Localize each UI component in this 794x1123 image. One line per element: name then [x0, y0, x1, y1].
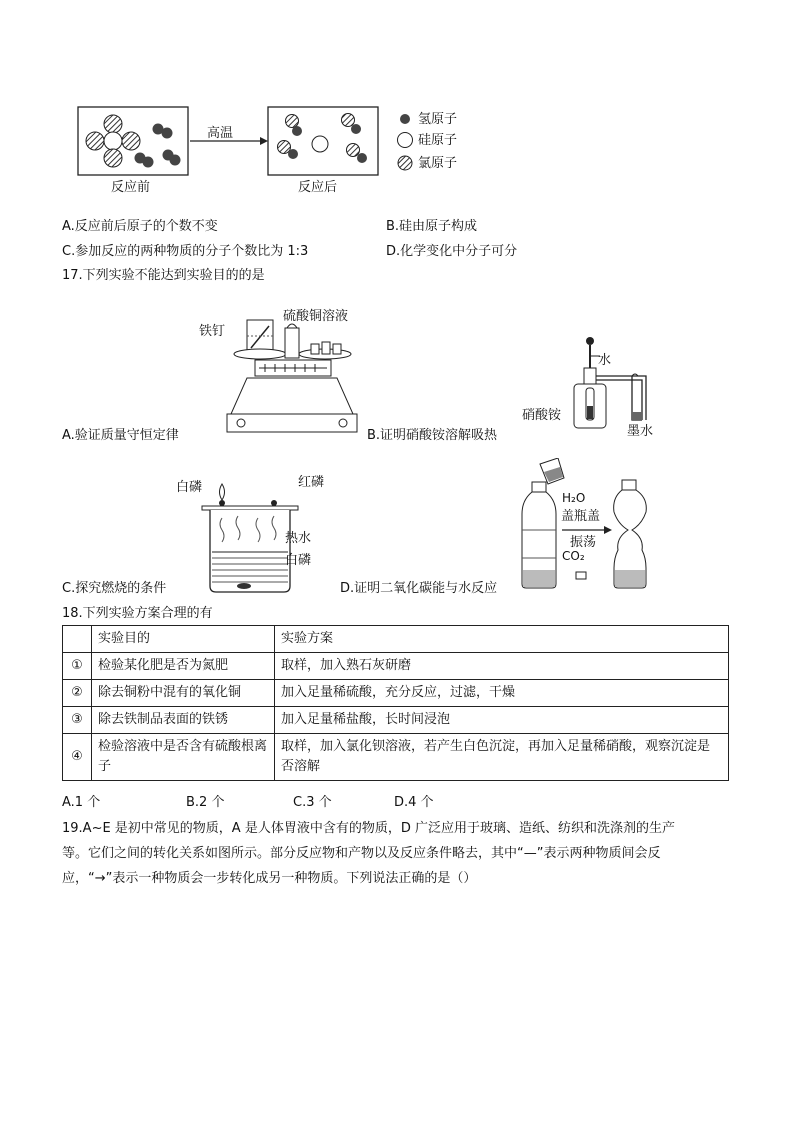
row-plan: 加入足量稀盐酸，长时间浸泡	[275, 707, 729, 734]
q18-option-b: B.2 个	[186, 795, 225, 810]
row-plan: 取样，加入氯化钡溶液，若产生白色沉淀，再加入足量稀硝酸，观察沉淀是否溶解	[275, 734, 729, 781]
arrow-label: 高温	[207, 126, 234, 141]
before-label: 反应前	[111, 180, 151, 195]
row-num: ②	[63, 680, 92, 707]
legend-silicon: 硅原子	[418, 133, 458, 148]
label-co2: CO₂	[562, 549, 585, 563]
balance-apparatus	[225, 318, 360, 438]
header-plan: 实验方案	[275, 626, 729, 653]
row-goal: 检验溶液中是否含有硫酸根离子	[92, 734, 275, 781]
table-header-row	[63, 626, 729, 653]
q18-title: 18.下列实验方案合理的有	[62, 606, 213, 621]
row-num: ③	[63, 707, 92, 734]
q19-line-1: 19.A~E 是初中常见的物质，A 是人体胃液中含有的物质，D 广泛应用于玻璃、造纸、纺织和洗涤剂的生产	[62, 821, 675, 836]
row-plan: 取样，加入熟石灰研磨	[275, 653, 729, 680]
row-num: ④	[63, 734, 92, 781]
label-iron-nail: 铁钉	[199, 324, 226, 339]
label-ammonium-nitrate: 硝酸铵	[522, 408, 562, 423]
label-white-p-bottom: 白磷	[285, 553, 312, 568]
q17-option-d: D.证明二氧化碳能与水反应	[340, 581, 498, 596]
header-goal: 实验目的	[92, 626, 275, 653]
silicon-atom-icon	[398, 133, 413, 148]
q19-line-3: 应，“→”表示一种物质会一步转化成另一种物质。下列说法正确的是（）	[62, 871, 477, 886]
label-water: 水	[598, 353, 612, 368]
row-goal: 除去铜粉中混有的氧化铜	[92, 680, 275, 707]
row-goal: 除去铁制品表面的铁锈	[92, 707, 275, 734]
q17-option-a: A.验证质量守恒定律	[62, 428, 179, 443]
q16-option-b: B.硅由原子构成	[386, 219, 478, 234]
q19-line-2: 等。它们之间的转化关系如图所示。部分反应物和产物以及反应条件略去，其中“—”表示两种物质间会反	[62, 846, 661, 861]
q16-option-a: A.反应前后原子的个数不变	[62, 219, 218, 234]
chlorine-atom-icon	[398, 156, 412, 170]
label-white-p-top: 白磷	[176, 480, 203, 495]
legend-chlorine: 氯原子	[418, 156, 458, 171]
table-row	[63, 734, 729, 781]
table-row	[63, 680, 729, 707]
q17-title: 17.下列实验不能达到实验目的的是	[62, 268, 265, 283]
label-cap: 盖瓶盖	[561, 509, 601, 524]
label-h2o: H₂O	[562, 491, 586, 505]
q16-option-c: C.参加反应的两种物质的分子个数比为 1:3	[62, 244, 309, 259]
label-copper-sulfate: 硫酸铜溶液	[283, 309, 349, 324]
q18-option-d: D.4 个	[394, 795, 434, 810]
after-label: 反应后	[298, 180, 338, 195]
row-num: ①	[63, 653, 92, 680]
q17-option-c: C.探究燃烧的条件	[62, 581, 167, 596]
label-red-p: 红磷	[298, 475, 325, 490]
label-shake: 振荡	[570, 535, 597, 550]
q18-option-a: A.1 个	[62, 795, 101, 810]
table-row	[63, 653, 729, 680]
header-num	[63, 626, 92, 653]
table-row	[63, 707, 729, 734]
experiment-plan-table	[62, 625, 729, 781]
q17-option-b: B.证明硝酸铵溶解吸热	[367, 428, 498, 443]
q18-option-c: C.3 个	[293, 795, 332, 810]
label-hot-water: 热水	[285, 531, 312, 546]
row-goal: 检验某化肥是否为氮肥	[92, 653, 275, 680]
row-plan: 加入足量稀硫酸，充分反应，过滤，干燥	[275, 680, 729, 707]
hydrogen-atom-icon	[400, 114, 410, 124]
q16-option-d: D.化学变化中分子可分	[386, 244, 518, 259]
legend-hydrogen: 氢原子	[418, 112, 458, 127]
label-ink: 墨水	[627, 424, 654, 439]
